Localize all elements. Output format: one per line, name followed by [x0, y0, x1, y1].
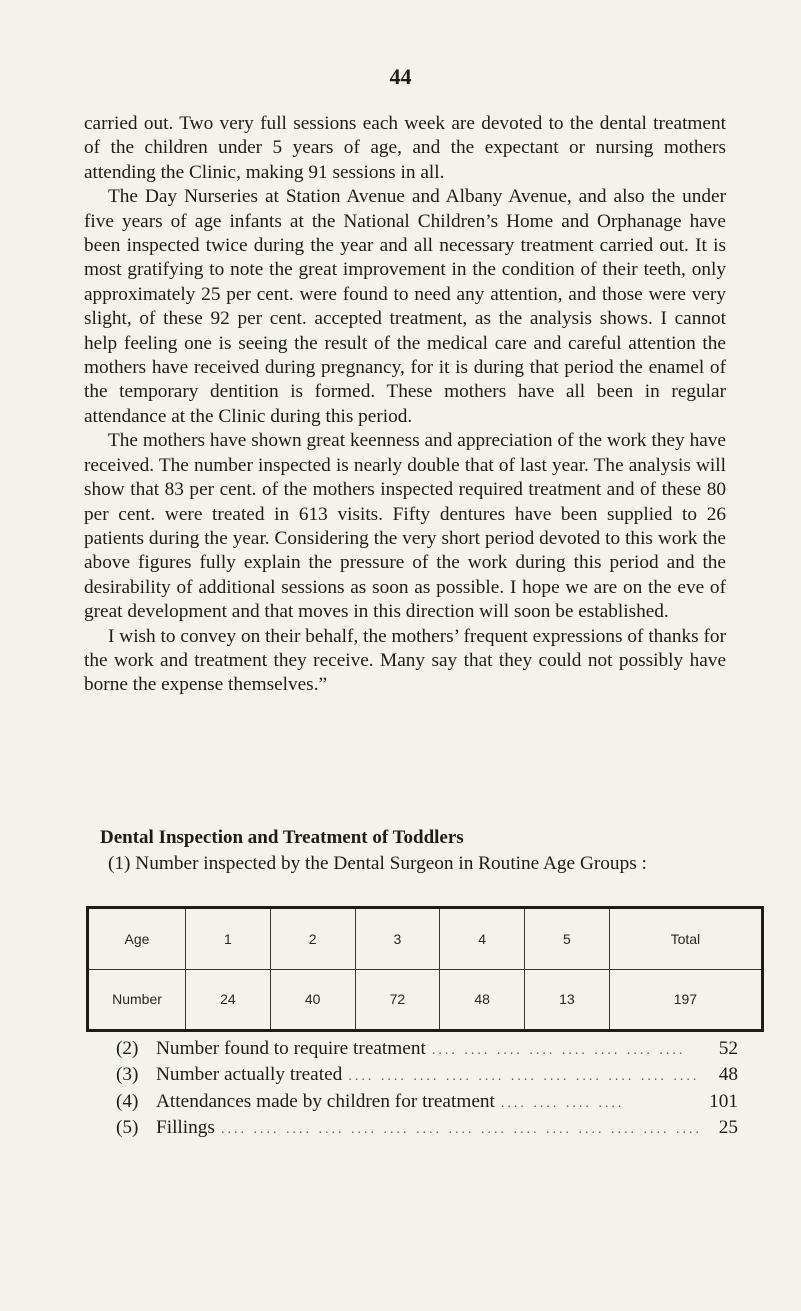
body-text	[84, 112, 726, 698]
table-cell: 1	[186, 908, 271, 970]
treatment-list	[116, 1037, 738, 1143]
item-number: (3)	[116, 1064, 139, 1086]
table-cell: 2	[270, 908, 355, 970]
item-value: 48	[718, 1064, 738, 1086]
page-number: 44	[389, 64, 412, 89]
item-number: (5)	[116, 1117, 139, 1139]
leader-dots: .... .... .... .... .... .... .... ....	[431, 1043, 686, 1058]
leader-dots: .... .... .... .... .... .... .... .... .... .... .... .... .... .... ....	[220, 1122, 702, 1138]
section-heading: Dental Inspection and Treatment of Toddlers	[100, 827, 464, 848]
table-cell: 4	[440, 908, 525, 970]
table-cell: 197	[609, 969, 762, 1031]
table-cell-label: Age	[88, 908, 186, 970]
paragraph: carried out. Two very full sessions each week are devoted to the dental treatment of the children under 5 years of age, and the expectant or nursing mothers attending the Clinic, making 91 sessions in all.	[84, 113, 726, 183]
list-item	[116, 1090, 738, 1116]
item-label: Number actually treated	[156, 1064, 343, 1086]
table-row-age	[88, 908, 763, 970]
item-value: 52	[718, 1038, 738, 1059]
item-number: (2)	[116, 1038, 139, 1059]
item-label: Fillings	[156, 1117, 215, 1139]
table-cell: 48	[440, 969, 525, 1031]
list-item	[116, 1116, 738, 1142]
table-cell: 3	[355, 908, 440, 970]
item-1-paragraph: (1) Number inspected by the Dental Surgeon in Routine Age Groups :	[108, 853, 647, 874]
table-cell: 13	[525, 969, 610, 1031]
table-row-number	[88, 969, 763, 1031]
item-value: 25	[718, 1117, 738, 1139]
table-cell: Total	[609, 908, 762, 970]
list-item	[116, 1037, 738, 1063]
table-cell: 72	[355, 969, 440, 1031]
item-1-text	[84, 852, 726, 876]
paragraph: The Day Nurseries at Station Avenue and Albany Avenue, and also the under five years of age infants at the National Children’s Home and Orphanage have been inspected twice during the year and all necessary treatment carried out. It is most gratifying to note the great improvement in the condition of their teeth, only approximately 25 per cent. were found to need any attention, and those were very slight, of these 92 per cent. accepted treatment, as the analysis shows. I cannot help feeling one is seeing the result of the medical care and careful attention the mothers have received during pregnancy, for it is during that period the enamel of the temporary dentition is formed. These mothers have all been in regular attendance at the Clinic during this period.	[84, 186, 726, 427]
table-cell-label: Number	[88, 969, 186, 1031]
table-cell: 40	[270, 969, 355, 1031]
paragraph: The mothers have shown great keenness and appreciation of the work they have received. The number inspected is nearly double that of last year. The analysis will show that 83 per cent. of the mothers inspected required treatment and of these 80 per cent. were treated in 613 visits. Fifty dentures have been supplied to 26 patients during the year. Considering the very short period devoted to this work the above figures fully explain the pressure of the work during this period and the desirability of additional sessions as soon as possible. I hope we are on the eve of great development and that moves in this direction will soon be established.	[84, 430, 726, 623]
item-value: 101	[709, 1090, 738, 1112]
leader-dots: .... .... .... ....	[500, 1095, 625, 1111]
item-label: Attendances made by children for treatment	[156, 1090, 495, 1112]
paragraph: I wish to convey on their behalf, the mothers’ frequent expressions of thanks for the work and treatment they receive. Many say that they could not possibly have borne the expense themselves.”	[84, 625, 726, 696]
leader-dots: .... .... .... .... .... .... .... .... .... .... ....	[348, 1069, 700, 1085]
table-cell: 5	[525, 908, 610, 970]
table-cell: 24	[186, 969, 271, 1031]
item-number: (4)	[116, 1090, 139, 1112]
age-groups-table	[86, 906, 764, 1032]
list-item	[116, 1063, 738, 1089]
item-label: Number found to require treatment	[156, 1038, 426, 1059]
